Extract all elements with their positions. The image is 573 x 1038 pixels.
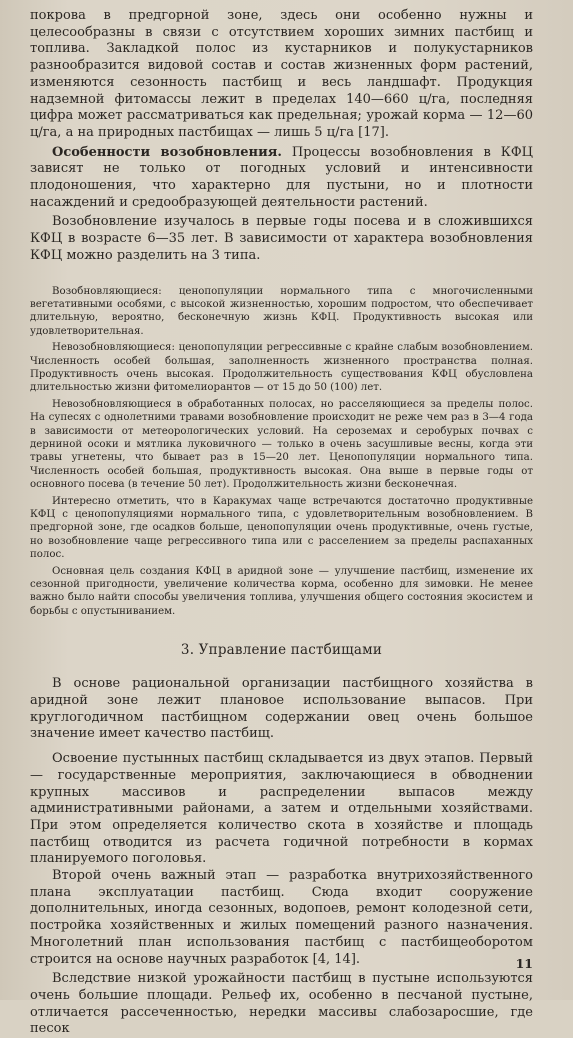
- small-paragraph-renewing: Возобновляющиеся: ценопопуляции нормального типа с многочисленными вегетативными особями, с высокой жизненностью, хорошим подростом, что обеспечивает длительную, вероятно, бесконечную жизнь КФЦ. Продуктивность высокая или удовлетворительная.: [30, 285, 533, 337]
- small-paragraph-karakum: Интересно отметить, что в Каракумах чаще встречаются достаточно продуктивные КФЦ с ценопопуляциями нормального типа, с удовлетворительным возобновлением. В предгорной зоне, где осадков больше, ценопопуляции очень продуктивные, очень густые, но возобновление чаще регрессивного типа или с расселением за пределы распаханных полос.: [30, 495, 533, 561]
- paragraph-renewal-types: Возобновление изучалось в первые годы посева и в сложившихся КФЦ в возрасте 6—35 лет. В зависимости от характера возобновления КФЦ можно разделить на 3 типа.: [30, 214, 533, 263]
- section-title: 3. Управление пастбищами: [180, 642, 383, 659]
- paragraph-second-stage: Второй очень важный этап — разработка внутрихозяйственного плана эксплуатации пастбищ. Сюда входит сооружение дополнительных, иногда сезонных, водопоев, ремонт колодезной сети, постройка хозяйственных и жилых помещений разного назначения. Многолетний план использования пастбищ с пастбищеоборотом строится на основе научных разработок [4, 14].: [30, 868, 533, 967]
- paragraph-pasture-stages: Освоение пустынных пастбищ складывается из двух этапов. Первый — государственные мероприятия, заключающиеся в обводнении крупных массивов и распределении выпасов между административными районами, а затем и отдельными хозяйствами. При этом определяется количество скота в хозяйстве и площадь пастбищ отводится из расчета годичной потребности в кормах планируемого поголовья.: [30, 751, 533, 867]
- small-paragraph-spreading: Невозобновляющиеся в обработанных полосах, но расселяющиеся за пределы полос. На супесях с однолетними травами возобновление происходит не реже чем раз в 3—4 года в зависимости от метеорологических условий. На сероземах и серобурых почвах с дерниной осоки и мятлика луковичного — только в очень засушливые весны, когда эти травы угнетены, что бывает раз в 15—20 лет. Ценопопуляции нормального типа. Численность особей большая, продуктивность высокая. Она выше в первые годы от основного посева (в течение 50 лет). Продолжительность жизни бесконечная.: [30, 398, 533, 491]
- paragraph-renewal: [30, 145, 533, 212]
- page-number: 11: [515, 956, 533, 971]
- small-paragraph-main-goal: Основная цель создания КФЦ в аридной зоне — улучшение пастбищ, изменение их сезонной пригодности, увеличение количества корма, особенно для зимовки. Не менее важно было найти способы увеличения топлива, улучшения общего состояния экосистем и борьбы с опустыниванием.: [30, 565, 533, 617]
- renewal-heading: Особенности возобновления.: [52, 144, 282, 160]
- renewal-text: Процессы возобновления в КФЦ зависят не только от погодных условий и интенсивности плодоношения, что характерно для пустыни, но и плотности насаждений и средообразующей деятельности растений.: [30, 144, 533, 210]
- paragraph-continuation: покрова в предгорной зоне, здесь они особенно нужны и целесообразны в связи с отсутствием хороших зимних пастбищ и топлива. Закладкой полос из кустарников и полукустарников разнообразится видовой состав и состав жизненных форм растений, изменяются сезонность пастбищ и весь ландшафт. Продукция надземной фитомассы лежит в пределах 140—660 ц/га, последняя цифра может рассматриваться как предельная; урожай корма — 12—60 ц/га, а на природных пастбищах — лишь 5 ц/га [17].: [30, 8, 533, 140]
- paragraph-low-yield: Вследствие низкой урожайности пастбищ в пустыне используются очень большие площади. Рельеф их, особенно в песчаной пустыне, отличается рассеченностью, нередки массивы слабозаросшие, где песок: [30, 971, 533, 1037]
- small-paragraph-non-renewing: Невозобновляющиеся: ценопопуляции регрессивные с крайне слабым возобновлением. Численность особей большая, заполненность жизненного пространства полная. Продуктивность очень высокая. Продолжительность существования КФЦ обусловлена длительностью жизни фитомелиорантов — от 15 до 50 (100) лет.: [30, 342, 533, 394]
- paragraph-pasture-basis: В основе рациональной организации пастбищного хозяйства в аридной зоне лежит плановое использование выпасов. При круглогодичном пастбищном содержании овец очень большое значение имеет качество пастбищ.: [30, 676, 533, 742]
